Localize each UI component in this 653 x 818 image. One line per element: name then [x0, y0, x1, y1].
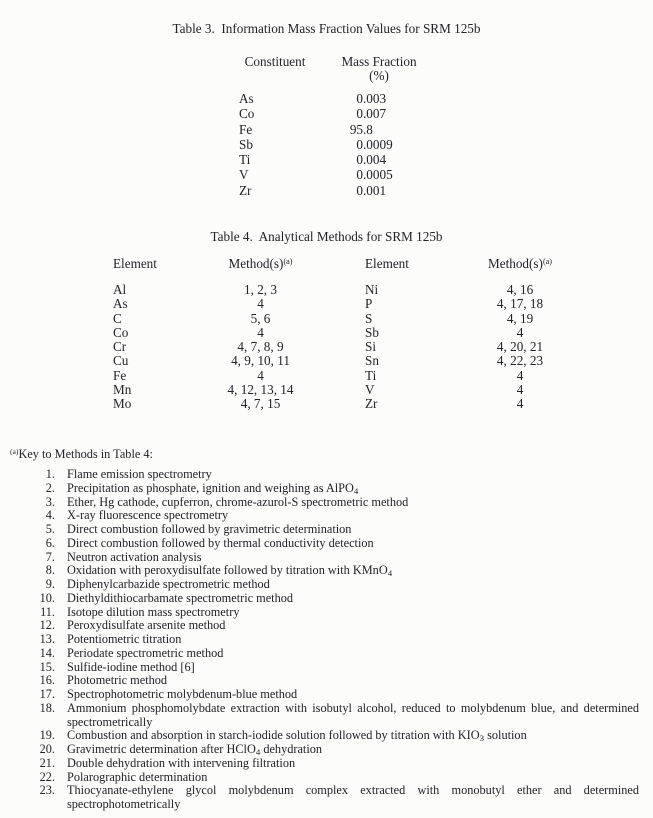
- list-item-text: Ammonium phosphomolybdate extraction with isobutyl alcohol, reduced to molybdenum blue, and determined spectrometrically: [67, 700, 639, 729]
- methods-cell-right: 4, 20, 21: [496, 339, 544, 354]
- list-item: [0, 633, 653, 647]
- list-item-text: Sulfide-iodine method [6]: [67, 659, 195, 674]
- element-cell-right: V: [365, 381, 375, 397]
- element-cell-left: C: [113, 310, 122, 326]
- table-row: [113, 297, 595, 311]
- methods-cell-right: 4: [516, 381, 524, 397]
- methods-cell-right: 4: [516, 367, 524, 383]
- list-item-text: Potentiometric titration: [67, 632, 182, 646]
- methods-cell-right: 4, 16: [506, 282, 534, 297]
- list-item-text: Precipitation as phosphate, ignition and weighing as AlPO$_4$: [67, 480, 359, 496]
- list-item-text: Neutron activation analysis: [67, 549, 202, 564]
- list-item-text: Polarographic determination: [67, 769, 208, 784]
- list-item-number: 20.: [39, 742, 55, 756]
- list-item-number: 4.: [45, 508, 55, 523]
- table-row: [113, 369, 595, 383]
- mass-fraction-cell: 95.8: [349, 121, 373, 137]
- list-item-number: 9.: [45, 577, 55, 591]
- element-cell-right: P: [365, 296, 373, 312]
- list-item-number: 16.: [39, 673, 55, 688]
- list-item-text: Peroxydisulfate arsenite method: [67, 618, 226, 633]
- list-item-text: Double dehydration with intervening filtration: [67, 755, 296, 770]
- element-cell-right: Sn: [365, 353, 379, 369]
- constituent-cell: Fe: [239, 121, 253, 137]
- list-item: [0, 523, 653, 537]
- list-item-text: Photometric method: [67, 673, 168, 688]
- table-row: [113, 326, 595, 340]
- list-item: [0, 771, 653, 785]
- table-row: [239, 167, 393, 182]
- table3-title: Table 3. Information Mass Fraction Values for SRM 125b: [172, 21, 481, 36]
- list-item: [0, 509, 653, 523]
- table-row: [113, 312, 595, 326]
- mass-fraction-cell: 0.0005: [356, 167, 393, 183]
- methods-key-heading: $^{(a)}$Key to Methods in Table 4:: [10, 447, 153, 461]
- methods-cell-left: 4: [257, 367, 264, 383]
- element-cell-left: Co: [113, 324, 129, 340]
- list-item-number: 8.: [45, 563, 55, 578]
- mass-fraction-cell: 0.001: [356, 182, 387, 198]
- list-item-text: Flame emission spectrometry: [67, 467, 212, 481]
- constituent-cell: As: [239, 91, 254, 106]
- list-item-text: Direct combustion followed by thermal conductivity detection: [67, 535, 374, 550]
- table3-header: [239, 55, 447, 83]
- element-cell-left: Mn: [113, 381, 132, 397]
- list-item-number: 7.: [45, 549, 55, 564]
- table4-col-element-right: Element: [365, 256, 409, 271]
- list-item-number: 19.: [39, 728, 55, 743]
- table-row: [239, 106, 393, 121]
- list-item-number: 21.: [39, 755, 55, 770]
- constituent-cell: Ti: [239, 152, 251, 168]
- methods-cell-left: 4, 7, 15: [240, 396, 281, 411]
- list-item: [0, 606, 653, 620]
- table-row: [239, 183, 393, 198]
- methods-cell-left: 4, 7, 8, 9: [237, 339, 284, 354]
- list-item: [0, 688, 653, 702]
- table4-col-methods-left: $Method(s)^{(a)}$: [228, 256, 293, 271]
- mass-fraction-cell: 0.007: [356, 106, 387, 122]
- methods-cell-left: 4: [257, 324, 264, 340]
- list-item-text: Oxidation with peroxydisulfate followed by titration with KMnO$_4$: [67, 563, 393, 579]
- table4-col-element-left: Element: [113, 256, 157, 271]
- list-item-number: 23.: [39, 783, 55, 798]
- list-item-text: Direct combustion followed by gravimetric determination: [67, 522, 352, 536]
- mass-fraction-cell: 0.0009: [356, 136, 393, 152]
- table-row: [113, 397, 595, 411]
- table3-col-percent-unit: (%): [369, 68, 389, 83]
- list-item: [0, 619, 653, 633]
- table3-col-spacer: [239, 69, 311, 83]
- list-item: [0, 564, 653, 578]
- methods-cell-left: 1, 2, 3: [244, 282, 277, 297]
- table-row: [239, 122, 393, 137]
- list-item-text: Isotope dilution mass spectrometry: [67, 604, 240, 619]
- mass-fraction-cell: 0.003: [356, 91, 387, 106]
- list-item: [0, 578, 653, 592]
- methods-cell-left: 5, 6: [250, 310, 271, 326]
- list-item-number: 10.: [39, 590, 55, 605]
- list-item: [0, 496, 653, 510]
- methods-cell-left: 4: [257, 296, 264, 312]
- list-item-number: 2.: [45, 480, 55, 495]
- methods-cell-right: 4, 22, 23: [496, 353, 544, 369]
- table-row: [239, 91, 393, 106]
- table-row: [113, 354, 595, 368]
- table-row: [113, 383, 595, 397]
- list-item-number: 13.: [39, 632, 55, 646]
- table-row: [239, 137, 393, 152]
- methods-key-list: [0, 468, 653, 812]
- element-cell-right: S: [365, 310, 373, 326]
- list-item-number: 18.: [39, 700, 55, 715]
- methods-cell-right: 4: [516, 396, 524, 411]
- table4-title: Table 4. Analytical Methods for SRM 125b: [210, 229, 443, 244]
- table3-col-constituent: Constituent: [244, 54, 306, 69]
- list-item-number: 3.: [45, 494, 55, 509]
- list-item: [0, 551, 653, 565]
- constituent-cell: Co: [239, 106, 255, 122]
- mass-fraction-cell: 0.004: [356, 152, 387, 168]
- list-item-text: Diethyldithiocarbamate spectrometric method: [67, 590, 294, 605]
- list-item-number: 5.: [45, 522, 55, 536]
- table-row: [239, 152, 393, 167]
- element-cell-right: Si: [365, 339, 376, 354]
- table3-rows: [239, 91, 393, 198]
- list-item-text: Gravimetric determination after HClO$_4$ dehydration: [67, 742, 323, 757]
- list-item: [0, 647, 653, 661]
- element-cell-right: Ti: [365, 367, 377, 383]
- table4-header: [113, 257, 595, 271]
- list-item: [0, 537, 653, 551]
- table-row: [113, 340, 595, 354]
- element-cell-left: Al: [113, 282, 127, 297]
- element-cell-right: Sb: [365, 324, 379, 340]
- list-item-number: 17.: [39, 687, 55, 701]
- list-item-number: 1.: [45, 467, 55, 481]
- list-item-number: 12.: [39, 618, 55, 633]
- list-item: [0, 661, 653, 675]
- table-row: [113, 283, 595, 297]
- list-item: [0, 784, 653, 812]
- table3-col-mass-fraction: Mass Fraction: [341, 54, 417, 69]
- methods-cell-right: 4, 17, 18: [496, 296, 544, 312]
- list-item: [0, 743, 653, 757]
- methods-cell-right: 4: [516, 324, 524, 340]
- list-item: [0, 482, 653, 496]
- list-item-number: 15.: [39, 659, 55, 674]
- list-item: [0, 674, 653, 688]
- list-item: [0, 702, 653, 730]
- element-cell-left: Cr: [113, 339, 127, 354]
- list-item-text: Spectrophotometric molybdenum-blue method: [67, 687, 298, 701]
- element-cell-left: Cu: [113, 353, 129, 369]
- table4-rows: [113, 283, 595, 411]
- constituent-cell: Sb: [239, 136, 253, 152]
- element-cell-left: Mo: [113, 396, 132, 411]
- constituent-cell: Zr: [239, 182, 252, 198]
- element-cell-left: As: [113, 296, 128, 312]
- methods-cell-right: 4, 19: [506, 310, 534, 326]
- element-cell-right: Zr: [365, 396, 378, 411]
- list-item-text: Ether, Hg cathode, cupferron, chrome-azurol-S spectrometric method: [67, 494, 409, 509]
- element-cell-left: Fe: [113, 367, 127, 383]
- list-item-number: 6.: [45, 535, 55, 550]
- list-item-text: Thiocyanate-ethylene glycol molybdenum complex extracted with monobutyl ether and determined spectrophotometrically: [67, 783, 639, 811]
- list-item: [0, 757, 653, 771]
- element-cell-right: Ni: [365, 282, 379, 297]
- list-item-number: 11.: [40, 604, 55, 619]
- list-item-number: 22.: [39, 769, 55, 784]
- list-item-number: 14.: [39, 645, 55, 660]
- list-item-text: Periodate spectrometric method: [67, 645, 224, 660]
- constituent-cell: V: [239, 167, 249, 183]
- table4-col-methods-right: $Method(s)^{(a)}$: [487, 256, 553, 271]
- list-item-text: X-ray fluorescence spectrometry: [67, 508, 229, 523]
- methods-cell-left: 4, 12, 13, 14: [227, 381, 294, 397]
- list-item: [0, 729, 653, 743]
- list-item-text: Diphenylcarbazide spectrometric method: [67, 577, 270, 591]
- list-item: [0, 592, 653, 606]
- list-item: [0, 468, 653, 482]
- list-item-text: Combustion and absorption in starch-iodide solution followed by titration with $KIO_3$ solution: [67, 728, 527, 744]
- methods-cell-left: 4, 9, 10, 11: [231, 353, 290, 369]
